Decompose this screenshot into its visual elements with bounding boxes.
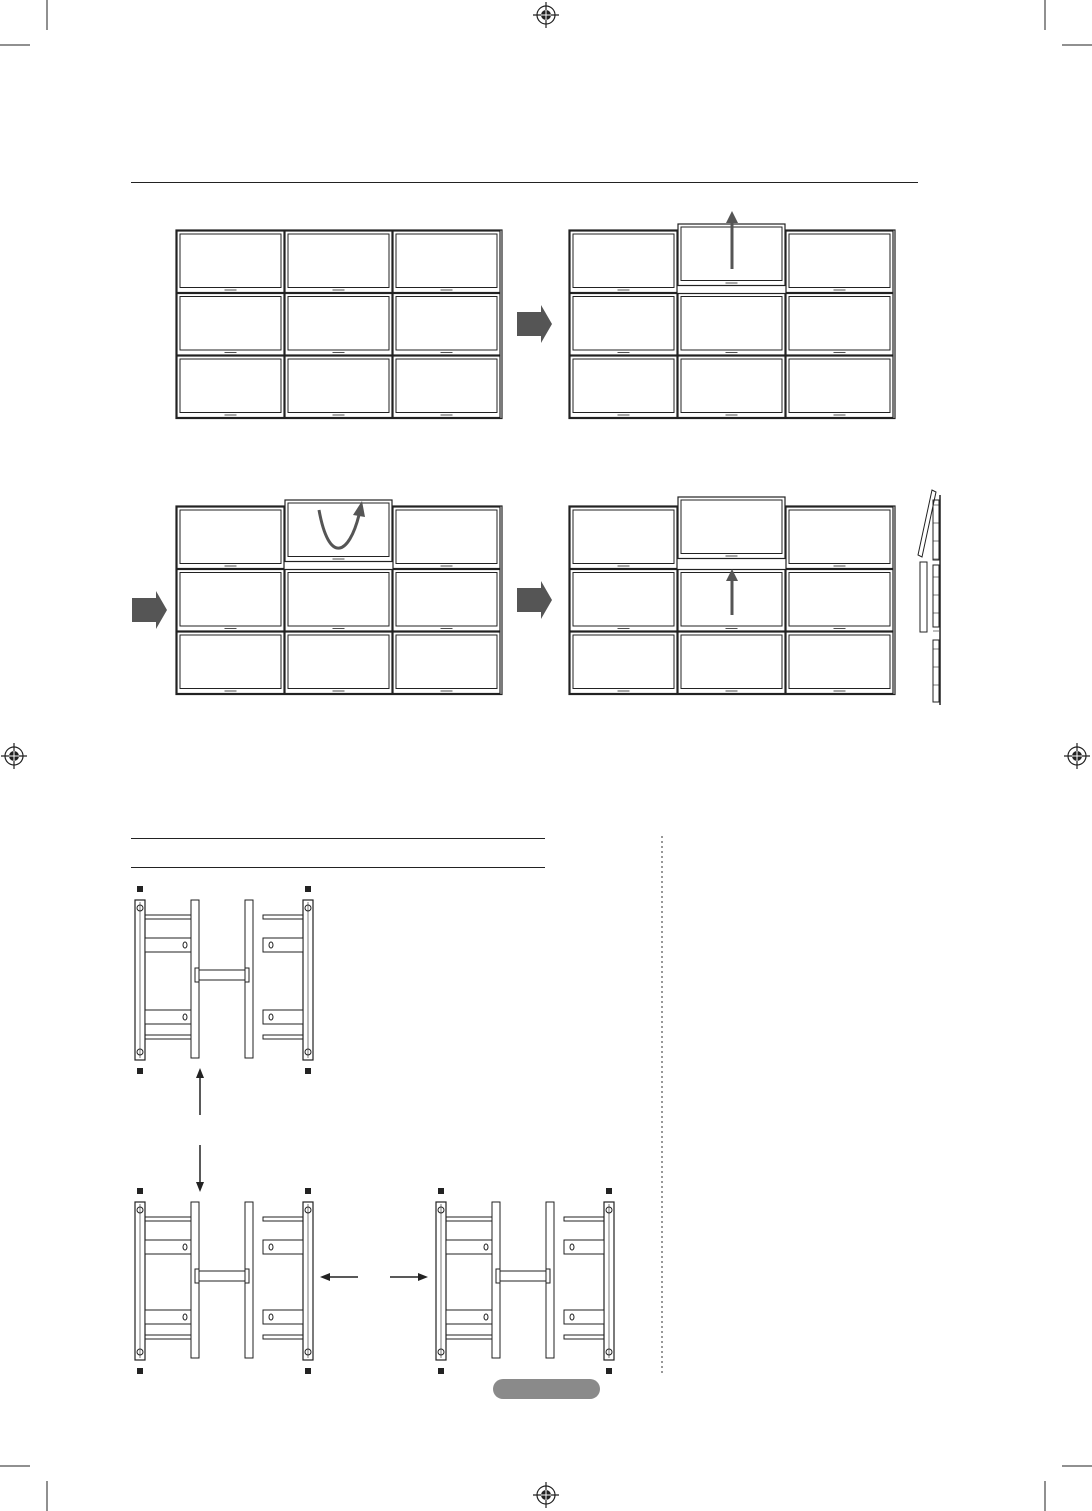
registration-mark-icon xyxy=(533,2,559,28)
display-screen xyxy=(285,231,392,293)
display-screen xyxy=(678,632,785,694)
registration-mark-icon xyxy=(533,1482,559,1508)
display-screen xyxy=(570,356,677,418)
display-screen xyxy=(786,570,893,632)
display-screen xyxy=(285,356,392,418)
display-screen xyxy=(177,507,284,569)
step-arrow-icon xyxy=(132,591,167,629)
display-screen xyxy=(393,356,500,418)
display-screen xyxy=(177,356,284,418)
horizontal-double-arrow xyxy=(320,1273,428,1281)
display-screen xyxy=(393,231,500,293)
step-arrow-icon xyxy=(517,581,552,619)
step-4-panel xyxy=(569,497,895,695)
display-screen xyxy=(177,632,284,694)
wall-mount-bracket-bottom-left xyxy=(135,1188,313,1374)
display-screen xyxy=(177,294,284,356)
page-number-pill xyxy=(493,1379,600,1399)
wall-mount-bracket-bottom-right xyxy=(436,1188,614,1374)
side-view-diagram xyxy=(918,490,940,705)
display-screen xyxy=(285,632,392,694)
display-screen xyxy=(570,507,677,569)
registration-mark-icon xyxy=(1064,743,1090,769)
display-screen xyxy=(570,231,677,293)
display-screen xyxy=(393,294,500,356)
display-screen xyxy=(177,570,284,632)
display-screen xyxy=(570,294,677,356)
display-screen xyxy=(678,356,785,418)
display-screen xyxy=(786,507,893,569)
display-screen xyxy=(285,570,392,632)
display-screen xyxy=(393,507,500,569)
step-1-panel xyxy=(176,230,502,419)
lifted-display-screen xyxy=(285,500,392,562)
display-screen xyxy=(786,231,893,293)
wall-mount-brackets xyxy=(135,886,614,1374)
step-2-panel xyxy=(569,211,895,419)
display-screen xyxy=(786,356,893,418)
display-screen xyxy=(678,294,785,356)
display-screen xyxy=(393,632,500,694)
display-screen xyxy=(786,632,893,694)
display-screen xyxy=(177,231,284,293)
wall-mount-bracket-top xyxy=(135,886,313,1074)
video-wall-diagrams xyxy=(176,211,895,695)
display-screen xyxy=(285,294,392,356)
display-screen xyxy=(393,570,500,632)
registration-mark-icon xyxy=(1,743,27,769)
display-screen xyxy=(570,632,677,694)
vertical-double-arrow xyxy=(196,1068,204,1192)
display-screen xyxy=(570,570,677,632)
display-screen xyxy=(786,294,893,356)
step-arrow-icon xyxy=(517,305,552,343)
lifted-display-screen xyxy=(678,497,785,559)
step-3-panel xyxy=(176,500,502,695)
